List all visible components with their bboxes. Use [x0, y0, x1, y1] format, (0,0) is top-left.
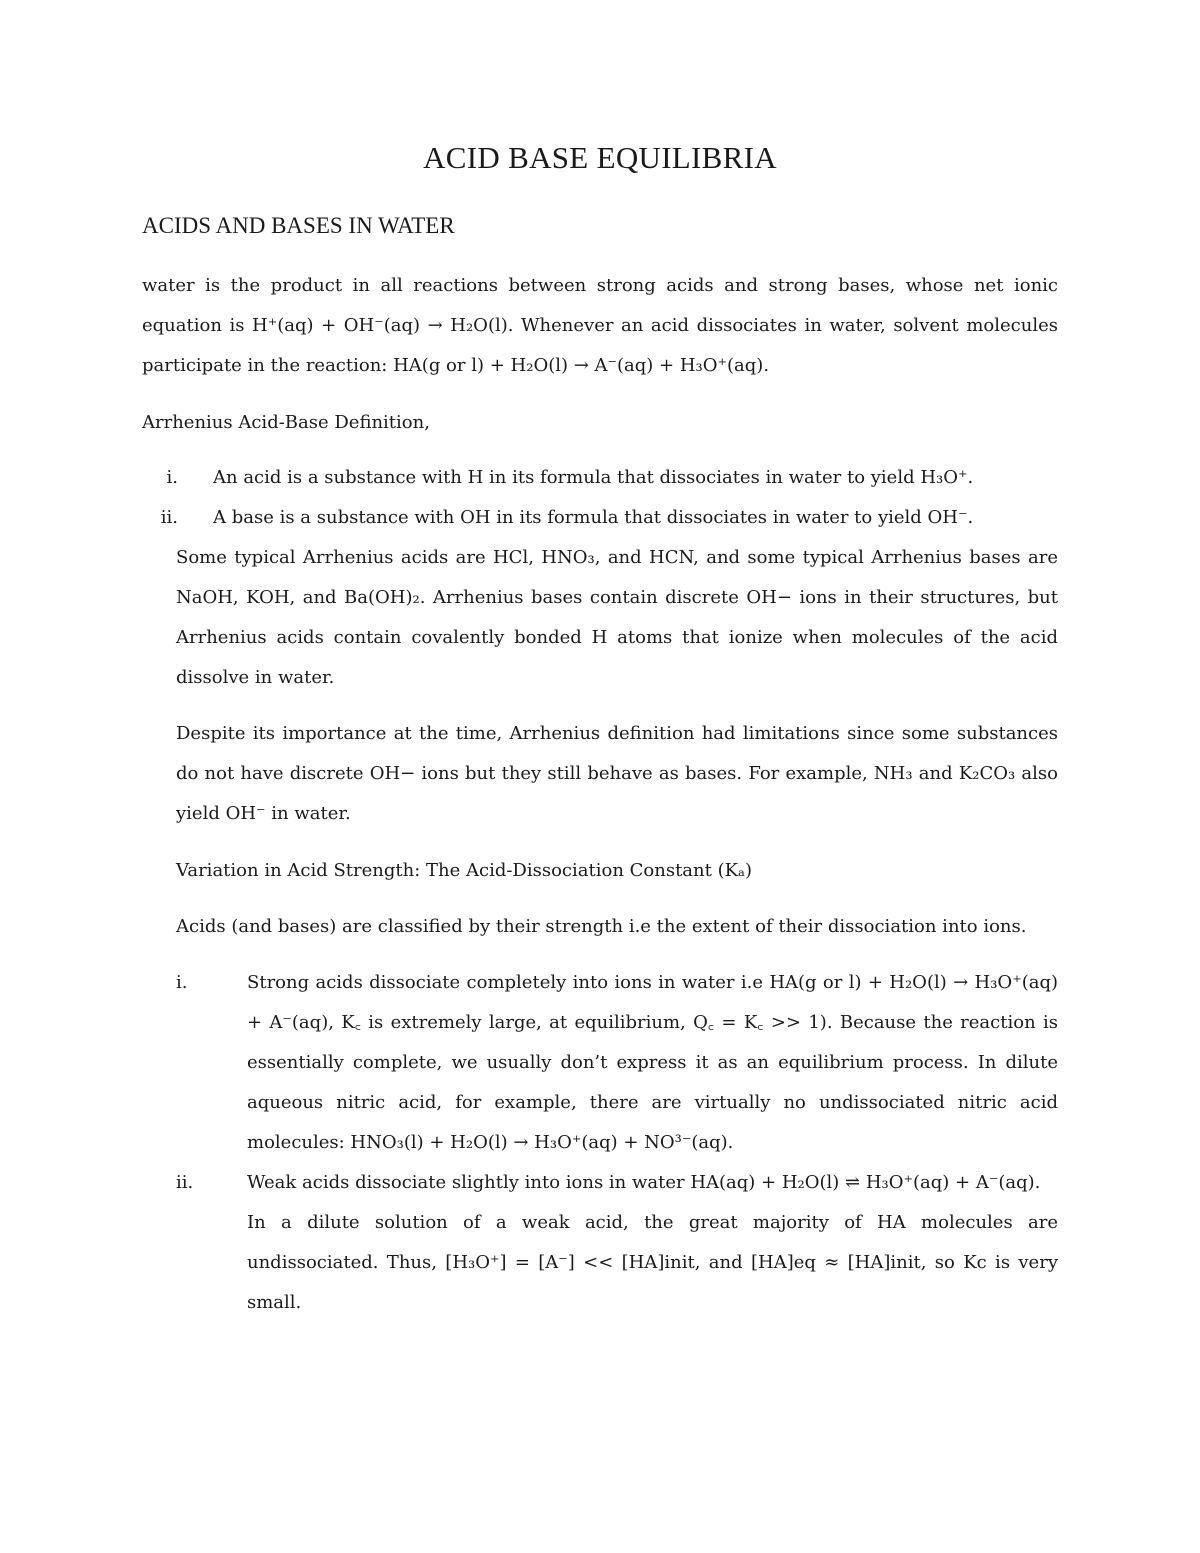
typical-acids-paragraph: Some typical Arrhenius acids are HCl, HNO₃, and HCN, and some typical Arrhenius bases are NaOH, KOH, and Ba(OH)₂. Arrhenius bases contain discrete OH− ions in their structures, but Arrhenius acids contain covalently bonded H atoms that ionize when molecules of the acid dissolve in water. — [176, 547, 1058, 688]
arrhenius-heading: Arrhenius Acid-Base Definition, — [142, 412, 430, 433]
list-item — [176, 963, 1058, 1163]
list-item-text: Weak acids dissociate slightly into ions in water HA(aq) + H₂O(l) ⇌ H₃O⁺(aq) + A⁻(aq). — [247, 1172, 1041, 1193]
list-item — [142, 458, 1058, 498]
variation-heading: Variation in Acid Strength: The Acid-Dissociation Constant (Kₐ) — [176, 860, 753, 881]
section-heading: ACIDS AND BASES IN WATER — [142, 213, 455, 238]
intro-paragraph: water is the product in all reactions between strong acids and strong bases, whose net ionic equation is H⁺(aq) + OH⁻(aq) → H₂O(l). Whenever an acid dissociates in water, solvent molecules participate in the reaction: HA(g or l) + H₂O(l) → A⁻(aq) + H₃O⁺(aq). — [142, 275, 1058, 376]
list-item — [142, 498, 1058, 538]
list-item-text: An acid is a substance with H in its formula that dissociates in water to yield H₃O⁺. — [213, 467, 974, 488]
acid-strength-list — [176, 963, 1058, 1323]
document-title: ACID BASE EQUILIBRIA — [423, 140, 777, 175]
list-marker: ii. — [160, 507, 178, 528]
list-item-text: A base is a substance with OH in its formula that dissociates in water to yield OH⁻. — [213, 507, 974, 528]
list-marker: ii. — [176, 1172, 194, 1193]
list-item-continuation: In a dilute solution of a weak acid, the great majority of HA molecules are undissociated. Thus, [H₃O⁺] = [A⁻] << [HA]init, and [HA]eq ≈ [HA]init, so Kc is very small. — [247, 1212, 1058, 1313]
list-marker: i. — [166, 467, 178, 488]
list-item-text: Strong acids dissociate completely into ions in water i.e HA(g or l) + H₂O(l) → H₃O⁺(aq) + A⁻(aq), K꜀ is extremely large, at equilibrium, Q꜀ = K꜀ >> 1). Because the reaction is essentially complete, we usually don’t express it as an equilibrium process. In dilute aqueous nitric acid, for example, there are virtually no undissociated nitric acid molecules: HNO₃(l) + H₂O(l) → H₃O⁺(aq) + NO³⁻(aq). — [247, 972, 1058, 1153]
arrhenius-definition-list — [142, 458, 1058, 538]
classification-sentence: Acids (and bases) are classified by their strength i.e the extent of their dissociation into ions. — [176, 916, 1027, 937]
list-marker: i. — [176, 972, 188, 993]
limitations-paragraph: Despite its importance at the time, Arrhenius definition had limitations since some substances do not have discrete OH− ions but they still behave as bases. For example, NH₃ and K₂CO₃ also yield OH⁻ in water. — [176, 723, 1058, 824]
list-item — [176, 1163, 1058, 1323]
